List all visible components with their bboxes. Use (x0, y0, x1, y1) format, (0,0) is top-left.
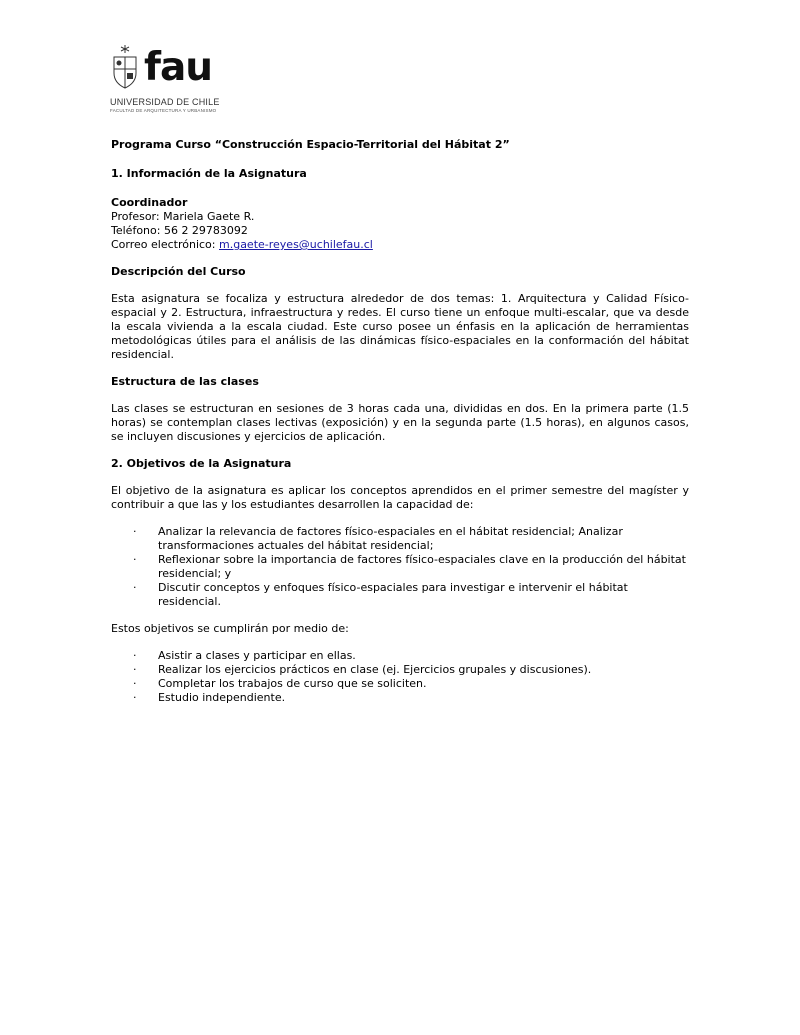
bullet: · (133, 663, 137, 676)
coordinator-heading: Coordinador (111, 196, 188, 209)
means-intro: Estos objetivos se cumplirán por medio de: (111, 622, 349, 635)
bullet: · (133, 581, 137, 594)
list-item: · Reflexionar sobre la importancia de factores físico-espaciales clave en la producción del hábitat residencial; y (133, 553, 686, 580)
coordinator-phone: Teléfono: 56 2 29783092 (111, 224, 248, 237)
description-text: Esta asignatura se focaliza y estructura alrededor de dos temas: 1. Arquitectura y Calidad Físico-espacial y 2. Estructura, infraestructura y redes. El curso tiene un enfoque multi-escalar, que va desde la escala vivienda a la escala ciudad. Este curso posee un énfasis en la aplicación de herramientas metodológicas útiles para el análisis de las dinámicas físico-espaciales en la conformación del hábitat residencial. (111, 292, 689, 361)
document-body (111, 138, 689, 718)
coordinator-email-line (111, 238, 689, 252)
list-item: · Asistir a clases y participar en ellas. (133, 649, 356, 662)
logo-university: UNIVERSIDAD DE CHILE (110, 97, 220, 107)
fau-logo (108, 44, 218, 120)
bullet: · (133, 691, 137, 704)
logo-wordmark: fau (144, 45, 213, 90)
list-item: · Discutir conceptos y enfoques físico-espaciales para investigar e intervenir el hábitat residencial. (133, 581, 628, 608)
list-item: · Realizar los ejercicios prácticos en clase (ej. Ejercicios grupales y discusiones). (133, 663, 592, 676)
means-list (111, 649, 689, 705)
section-1-heading: 1. Información de la Asignatura (111, 167, 307, 180)
document-title: Programa Curso “Construcción Espacio-Territorial del Hábitat 2” (111, 138, 510, 151)
bullet: · (133, 649, 137, 662)
logo-faculty: FACULTAD DE ARQUITECTURA Y URBANISMO (110, 108, 217, 113)
list-item: · Analizar la relevancia de factores físico-espaciales en el hábitat residencial; Analizar transformaciones actuales del hábitat residencial; (133, 525, 623, 552)
description-heading: Descripción del Curso (111, 265, 246, 278)
email-link[interactable]: m.gaete-reyes@uchilefau.cl (219, 238, 373, 251)
list-item: · Estudio independiente. (133, 691, 286, 704)
university-shield-icon (110, 44, 140, 94)
email-label: Correo electrónico: (111, 238, 219, 251)
bullet: · (133, 525, 137, 538)
objectives-intro: El objetivo de la asignatura es aplicar los conceptos aprendidos en el primer semestre del magíster y contribuir a que las y los estudiantes desarrollen la capacidad de: (111, 484, 689, 511)
objectives-list (111, 525, 689, 609)
structure-text: Las clases se estructuran en sesiones de 3 horas cada una, divididas en dos. En la primera parte (1.5 horas) se contemplan clases lectivas (exposición) y en la segunda parte (1.5 horas), en algunos casos, se incluyen discusiones y ejercicios de aplicación. (111, 402, 689, 443)
section-2-heading: 2. Objetivos de la Asignatura (111, 457, 292, 470)
bullet: · (133, 677, 137, 690)
coordinator-block (111, 196, 689, 252)
coordinator-name: Profesor: Mariela Gaete R. (111, 210, 255, 223)
bullet: · (133, 553, 137, 566)
list-item: · Completar los trabajos de curso que se soliciten. (133, 677, 427, 690)
structure-heading: Estructura de las clases (111, 375, 259, 388)
